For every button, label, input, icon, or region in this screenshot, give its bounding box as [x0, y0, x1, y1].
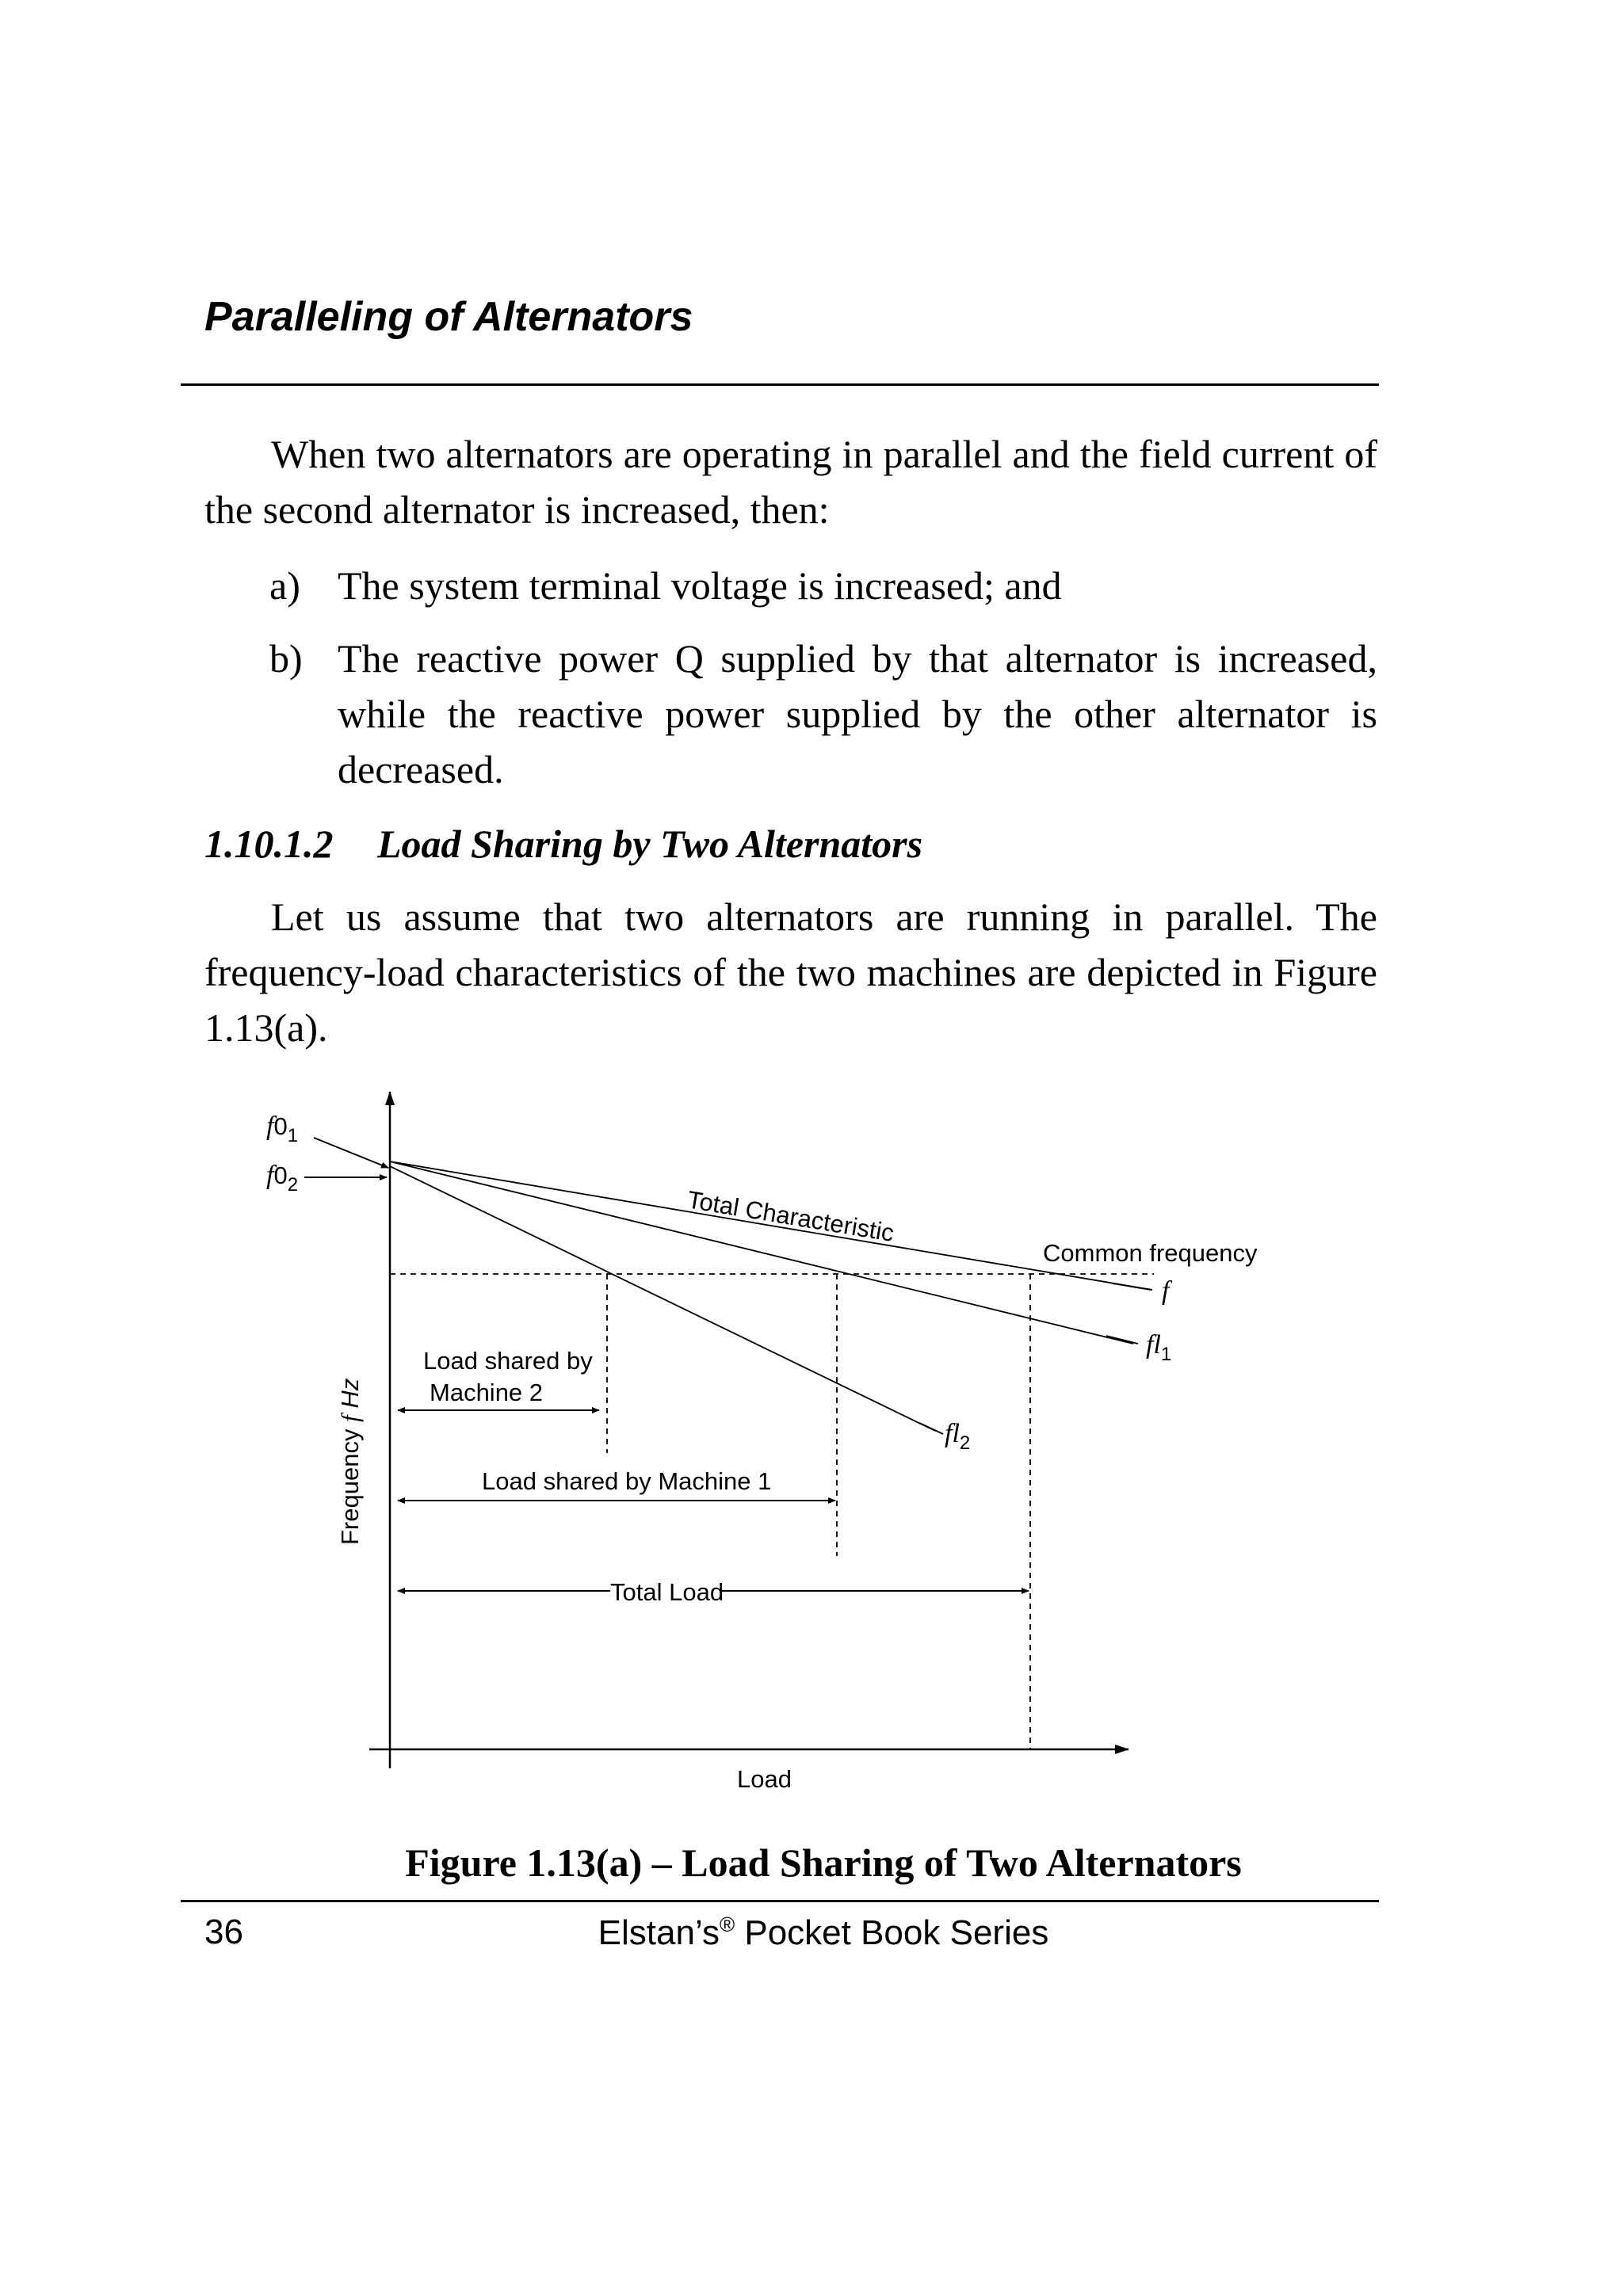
f02-label: f02	[266, 1161, 299, 1196]
fl1-label: fl1	[1146, 1330, 1172, 1365]
total-characteristic-label: Total Characteristic	[685, 1185, 896, 1247]
fl2-leader	[919, 1423, 943, 1434]
common-frequency-label: Common frequency	[1043, 1239, 1258, 1267]
machine2-load-label-line1: Load shared by	[423, 1347, 593, 1375]
series-suffix: Pocket Book Series	[735, 1913, 1049, 1952]
list-marker: b)	[269, 636, 303, 681]
f01-pointer	[314, 1138, 388, 1168]
figure-caption: Figure 1.13(a) – Load Sharing of Two Alternators	[405, 1840, 1242, 1885]
series-name	[0, 1913, 1623, 1953]
x-axis-label: Load	[737, 1765, 792, 1793]
running-head-title: Paralleling of Alternators	[204, 294, 693, 340]
y-axis-label: Frequency f Hz	[336, 1378, 364, 1545]
f-leader	[1113, 1283, 1151, 1290]
f01-label: f01	[266, 1112, 299, 1146]
machine1-load-label: Load shared by Machine 1	[482, 1467, 772, 1495]
fl1-leader	[1106, 1336, 1138, 1344]
section-number: 1.10.1.2	[204, 822, 334, 866]
page-number: 36	[204, 1913, 243, 1951]
total-load-label: Total Load	[610, 1578, 724, 1606]
f-label: f	[1162, 1276, 1170, 1306]
series-brand: Elstan’s	[598, 1913, 720, 1952]
list-item-text: The reactive power Q supplied by that alternator is increased, while the reactive power supplied by the other alternator is decreased.	[338, 636, 1377, 791]
list-marker: a)	[269, 563, 300, 608]
footer-rule	[181, 1900, 1379, 1902]
list-item-text: The system terminal voltage is increased; and	[338, 563, 1062, 608]
fl1-characteristic-line	[390, 1161, 1133, 1344]
registered-mark: ®	[719, 1913, 735, 1936]
intro-paragraph: When two alternators are operating in parallel and the field current of the second alternator is increased, then:	[204, 432, 1377, 532]
machine2-load-label-line2: Machine 2	[430, 1379, 544, 1406]
fl2-label: fl2	[945, 1419, 971, 1454]
body-paragraph: Let us assume that two alternators are running in parallel. The frequency-load characteristics of the two machines are depicted in Figure 1.13(a).	[204, 894, 1377, 1050]
section-title: Load Sharing by Two Alternators	[377, 822, 923, 866]
